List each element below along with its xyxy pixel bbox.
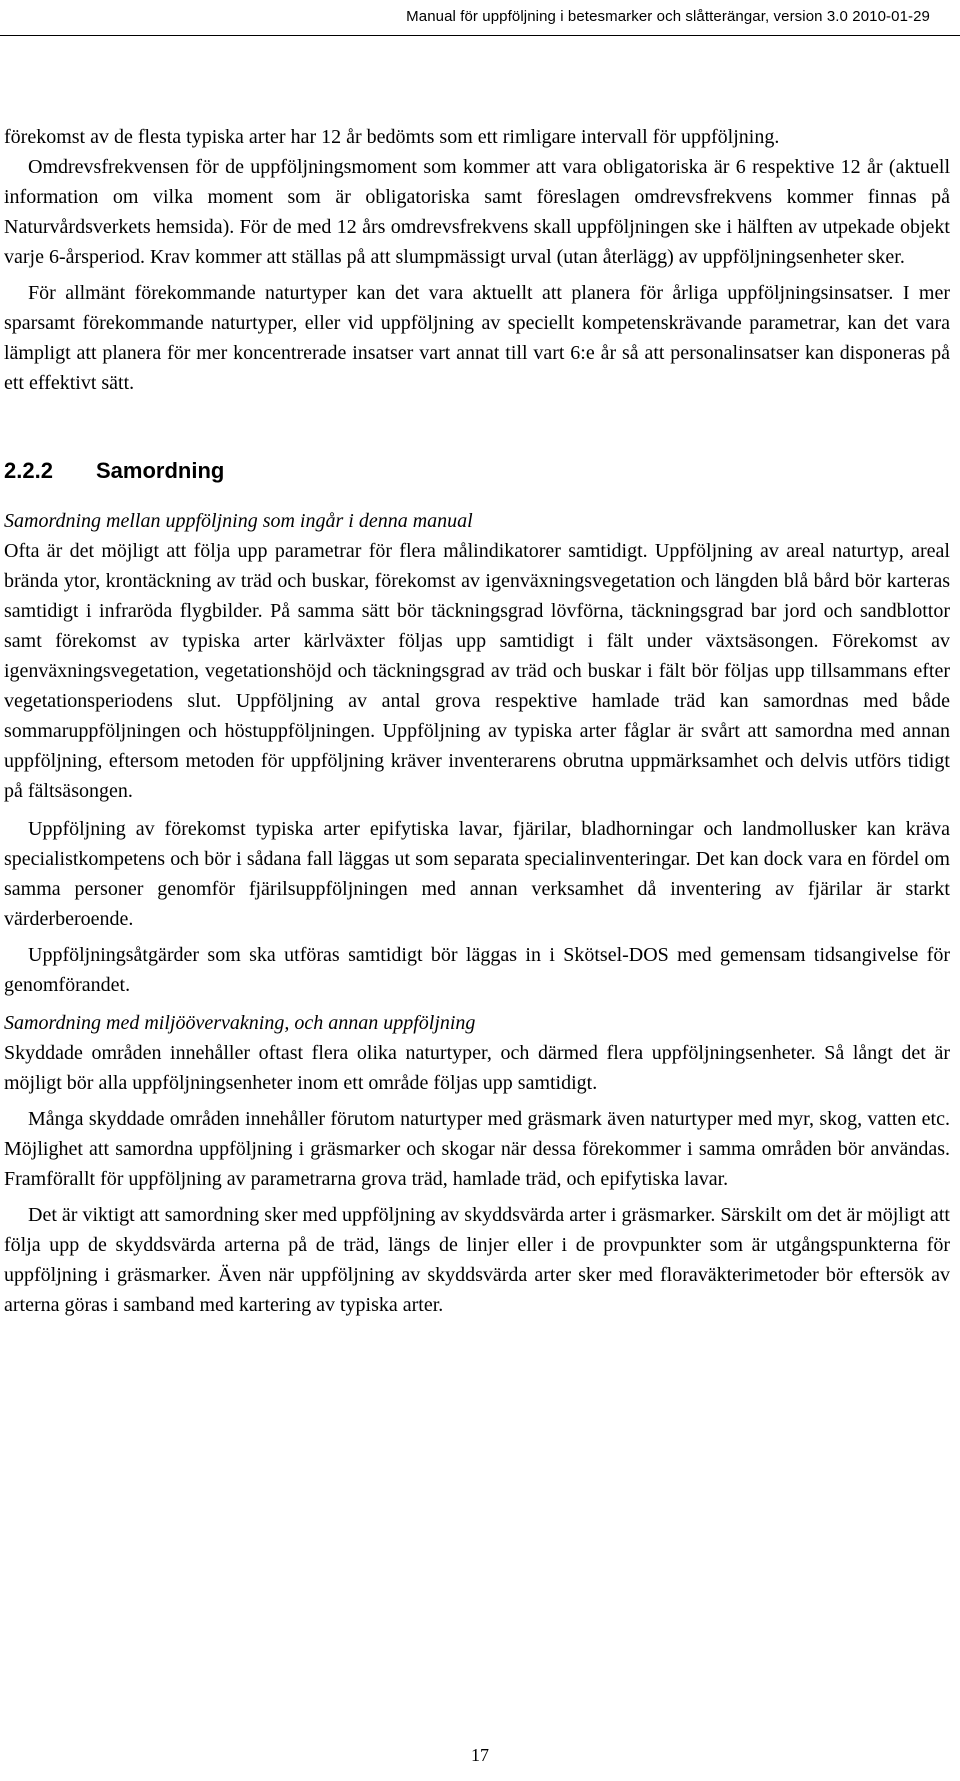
paragraph-naturtyper-myr-skog: Många skyddade områden innehåller förutom naturtyper med gräsmark även naturtyper med myr, skog, vatten etc. Möjlighet att samordna uppföljning i gräsmarker och skogar när dessa förekommer i samma områden bör användas. Framförallt för uppföljning av parametrarna grova träd, hamlade träd, och epifytiska lavar.	[4, 1108, 950, 1190]
paragraph-skotsel-dos: Uppföljningsåtgärder som ska utföras samtidigt bör läggas in i Skötsel-DOS med gemensam tidsangivelse för genomförandet.	[4, 944, 950, 996]
paragraph-parametrar-samtidigt: Ofta är det möjligt att följa upp parametrar för flera målindikatorer samtidigt. Uppföljning av areal naturtyp, areal brända ytor, krontäckning av träd och buskar, förekomst av igenväxningsvegetation och längden blå bård bör karteras samtidigt i infraröda flygbilder. På samma sätt bör täckningsgrad lövförna, täckningsgrad bar jord och sandblottor samt förekomst av typiska arter kärlväxter följas upp samtidigt i fält under växtsäsongen. Förekomst av igenväxningsvegetation, vegetationshöjd och täckningsgrad av träd och buskar i fält bör följas upp tillsammans efter vegetationsperiodens slut. Uppföljning av antal grova respektive hamlade träd kan samordnas med både sommaruppföljningen och höstuppföljningen. Uppföljning av typiska arter fåglar är svårt att samordna med annan uppföljning, eftersom metoden för uppföljning kräver inventerarens obrutna uppmärksamhet och delvis utförs tidigt på fältsäsongen.	[4, 540, 950, 802]
subheading-samordning-manual: Samordning mellan uppföljning som ingår i denna manual	[4, 510, 473, 532]
paragraph-skyddade-omraden: Skyddade områden innehåller oftast flera olika naturtyper, och därmed flera uppföljningsenheter. Så långt det är möjligt bör alla uppföljningsenheter inom ett område följas upp samtidigt.	[4, 1042, 950, 1094]
running-header: Manual för uppföljning i betesmarker och slåtterängar, version 3.0 2010-01-29	[406, 8, 930, 25]
page-content	[4, 122, 950, 1320]
paragraph-continuation: förekomst av de flesta typiska arter har 12 år bedömts som ett rimligare intervall för uppföljning.	[4, 126, 780, 148]
paragraph-omdrevsfrekvens: Omdrevsfrekvensen för de uppföljningsmoment som kommer att vara obligatoriska är 6 respektive 12 år (aktuell information om vilka moment som är obligatoriska samt föreslagen omdrevsfrekvens kommer finnas på Naturvårdsverkets hemsida). För de med 12 års omdrevsfrekvens skall uppföljningen ske i hälften av utpekade objekt varje 6-årsperiod. Krav kommer att ställas på att slumpmässigt urval (utan återlägg) av uppföljningsenheter sker.	[4, 156, 950, 268]
section-title: Samordning	[96, 458, 225, 483]
subheading-miljoovervakning: Samordning med miljöövervakning, och annan uppföljning	[4, 1012, 476, 1034]
paragraph-skyddsvarda-arter: Det är viktigt att samordning sker med uppföljning av skyddsvärda arter i gräsmarker. Särskilt om det är möjligt att följa upp de skyddsvärda arterna på de träd, längs de linjer eller i de provpunkter som är utgångspunkterna för uppföljning i gräsmarker. Även när uppföljning av skyddsvärda arter sker med floraväkterimetoder bör eftersök av arterna göras i samband med kartering av typiska arter.	[4, 1204, 950, 1316]
section-heading	[4, 456, 950, 486]
header-rule	[0, 35, 960, 36]
paragraph-specialistkompetens: Uppföljning av förekomst typiska arter epifytiska lavar, fjärilar, bladhorningar och landmollusker kan kräva specialistkompetens och bör i sådana fall läggas ut som separata specialinventeringar. Det kan dock vara en fördel om samma personer genomför fjärilsuppföljningen med annan verksamhet då inventering av fjärilar är starkt värderberoende.	[4, 818, 950, 930]
section-number: 2.2.2	[4, 458, 53, 483]
paragraph-arliga-insatser: För allmänt förekommande naturtyper kan det vara aktuellt att planera för årliga uppföljningsinsatser. I mer sparsamt förekommande naturtyper, eller vid uppföljning av speciellt kompetenskrävande parametrar, kan det vara lämpligt att planera för mer koncentrerade insatser vart annat till vart 6:e år så att personalinsatser kan disponeras på ett effektivt sätt.	[4, 282, 950, 394]
page-number: 17	[471, 1745, 489, 1765]
